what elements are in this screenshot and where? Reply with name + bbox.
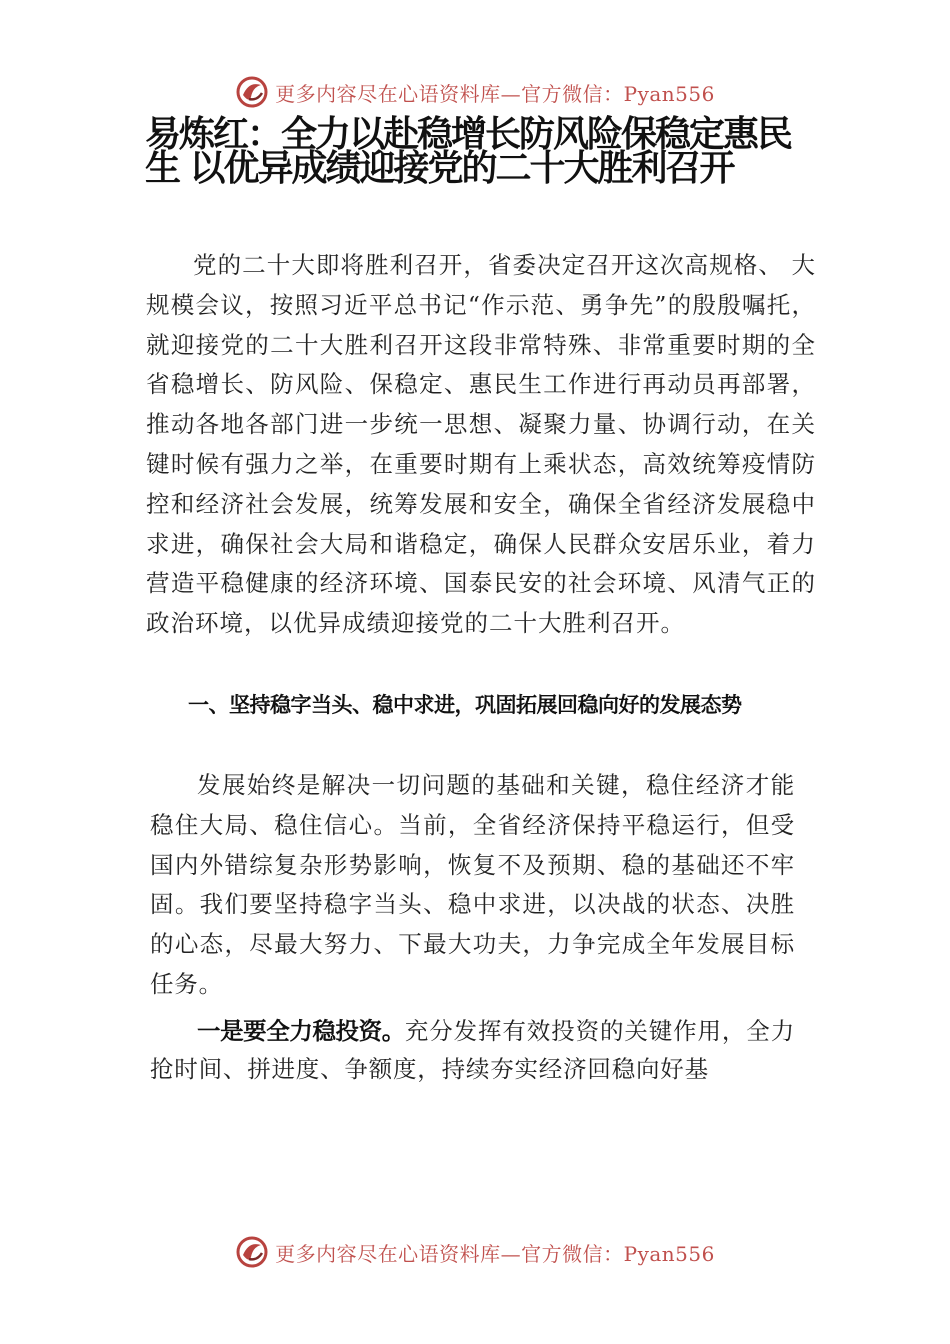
document-title: 易炼红：全力以赴稳增长防风险保稳定惠民生 以优异成绩迎接党的二十大胜利召开	[145, 114, 792, 189]
section-body-paragraph: 发展始终是解决一切问题的基础和关键，稳住经济才能稳住大局、稳住信心。当前，全省经济保持平稳运行，但受国内外错综复杂形势影响，恢复不及预期、稳的基础还不牢固。我们要坚持稳字当头、稳中求进，以决战的状态、决胜的心态，尽最大努力、下最大功夫，力争完成全年发展目标任务。	[150, 771, 795, 998]
watermark-banner-top	[0, 72, 950, 112]
intro-paragraph: 党的二十大即将胜利召开，省委决定召开这次高规格、 大规模会议，按照习近平总书记“作示范、勇争先”的殷殷嘱托，就迎接党的二十大胜利召开这段非常特殊、非常重要时期的全省稳增长、防风险、保稳定、惠民生工作进行再动员再部署，推动各地各部门进一步统一思想、凝聚力量、协调行动，在关键时候有强力之举，在重要时期有上乘状态，高效统筹疫情防控和经济社会发展，统筹发展和安全，确保全省经济发展稳中求进，确保社会大局和谐稳定，确保人民群众安居乐业，着力营造平稳健康的经济环境、国泰民安的社会环境、风清气正的政治环境，以优异成绩迎接党的二十大胜利召开。	[146, 251, 816, 638]
point-paragraph	[150, 1012, 795, 1088]
watermark-text: 更多内容尽在心语资料库—官方微信：Pyan556	[275, 1241, 715, 1266]
point-lead-text: 一是要全力稳投资。	[197, 1017, 405, 1045]
watermark-text: 更多内容尽在心语资料库—官方微信：Pyan556	[275, 81, 715, 106]
point-body-text: 充分发挥有效投资的关键作用，全力抢时间、拼进度、争额度，持续夯实经济回稳向好基	[150, 1017, 795, 1083]
swirl-logo-icon	[235, 75, 269, 109]
watermark-banner-bottom	[0, 1232, 950, 1272]
section-heading: 一、坚持稳字当头、稳中求进，巩固拓展回稳向好的发展态势	[188, 693, 742, 717]
swirl-logo-icon	[235, 1235, 269, 1269]
